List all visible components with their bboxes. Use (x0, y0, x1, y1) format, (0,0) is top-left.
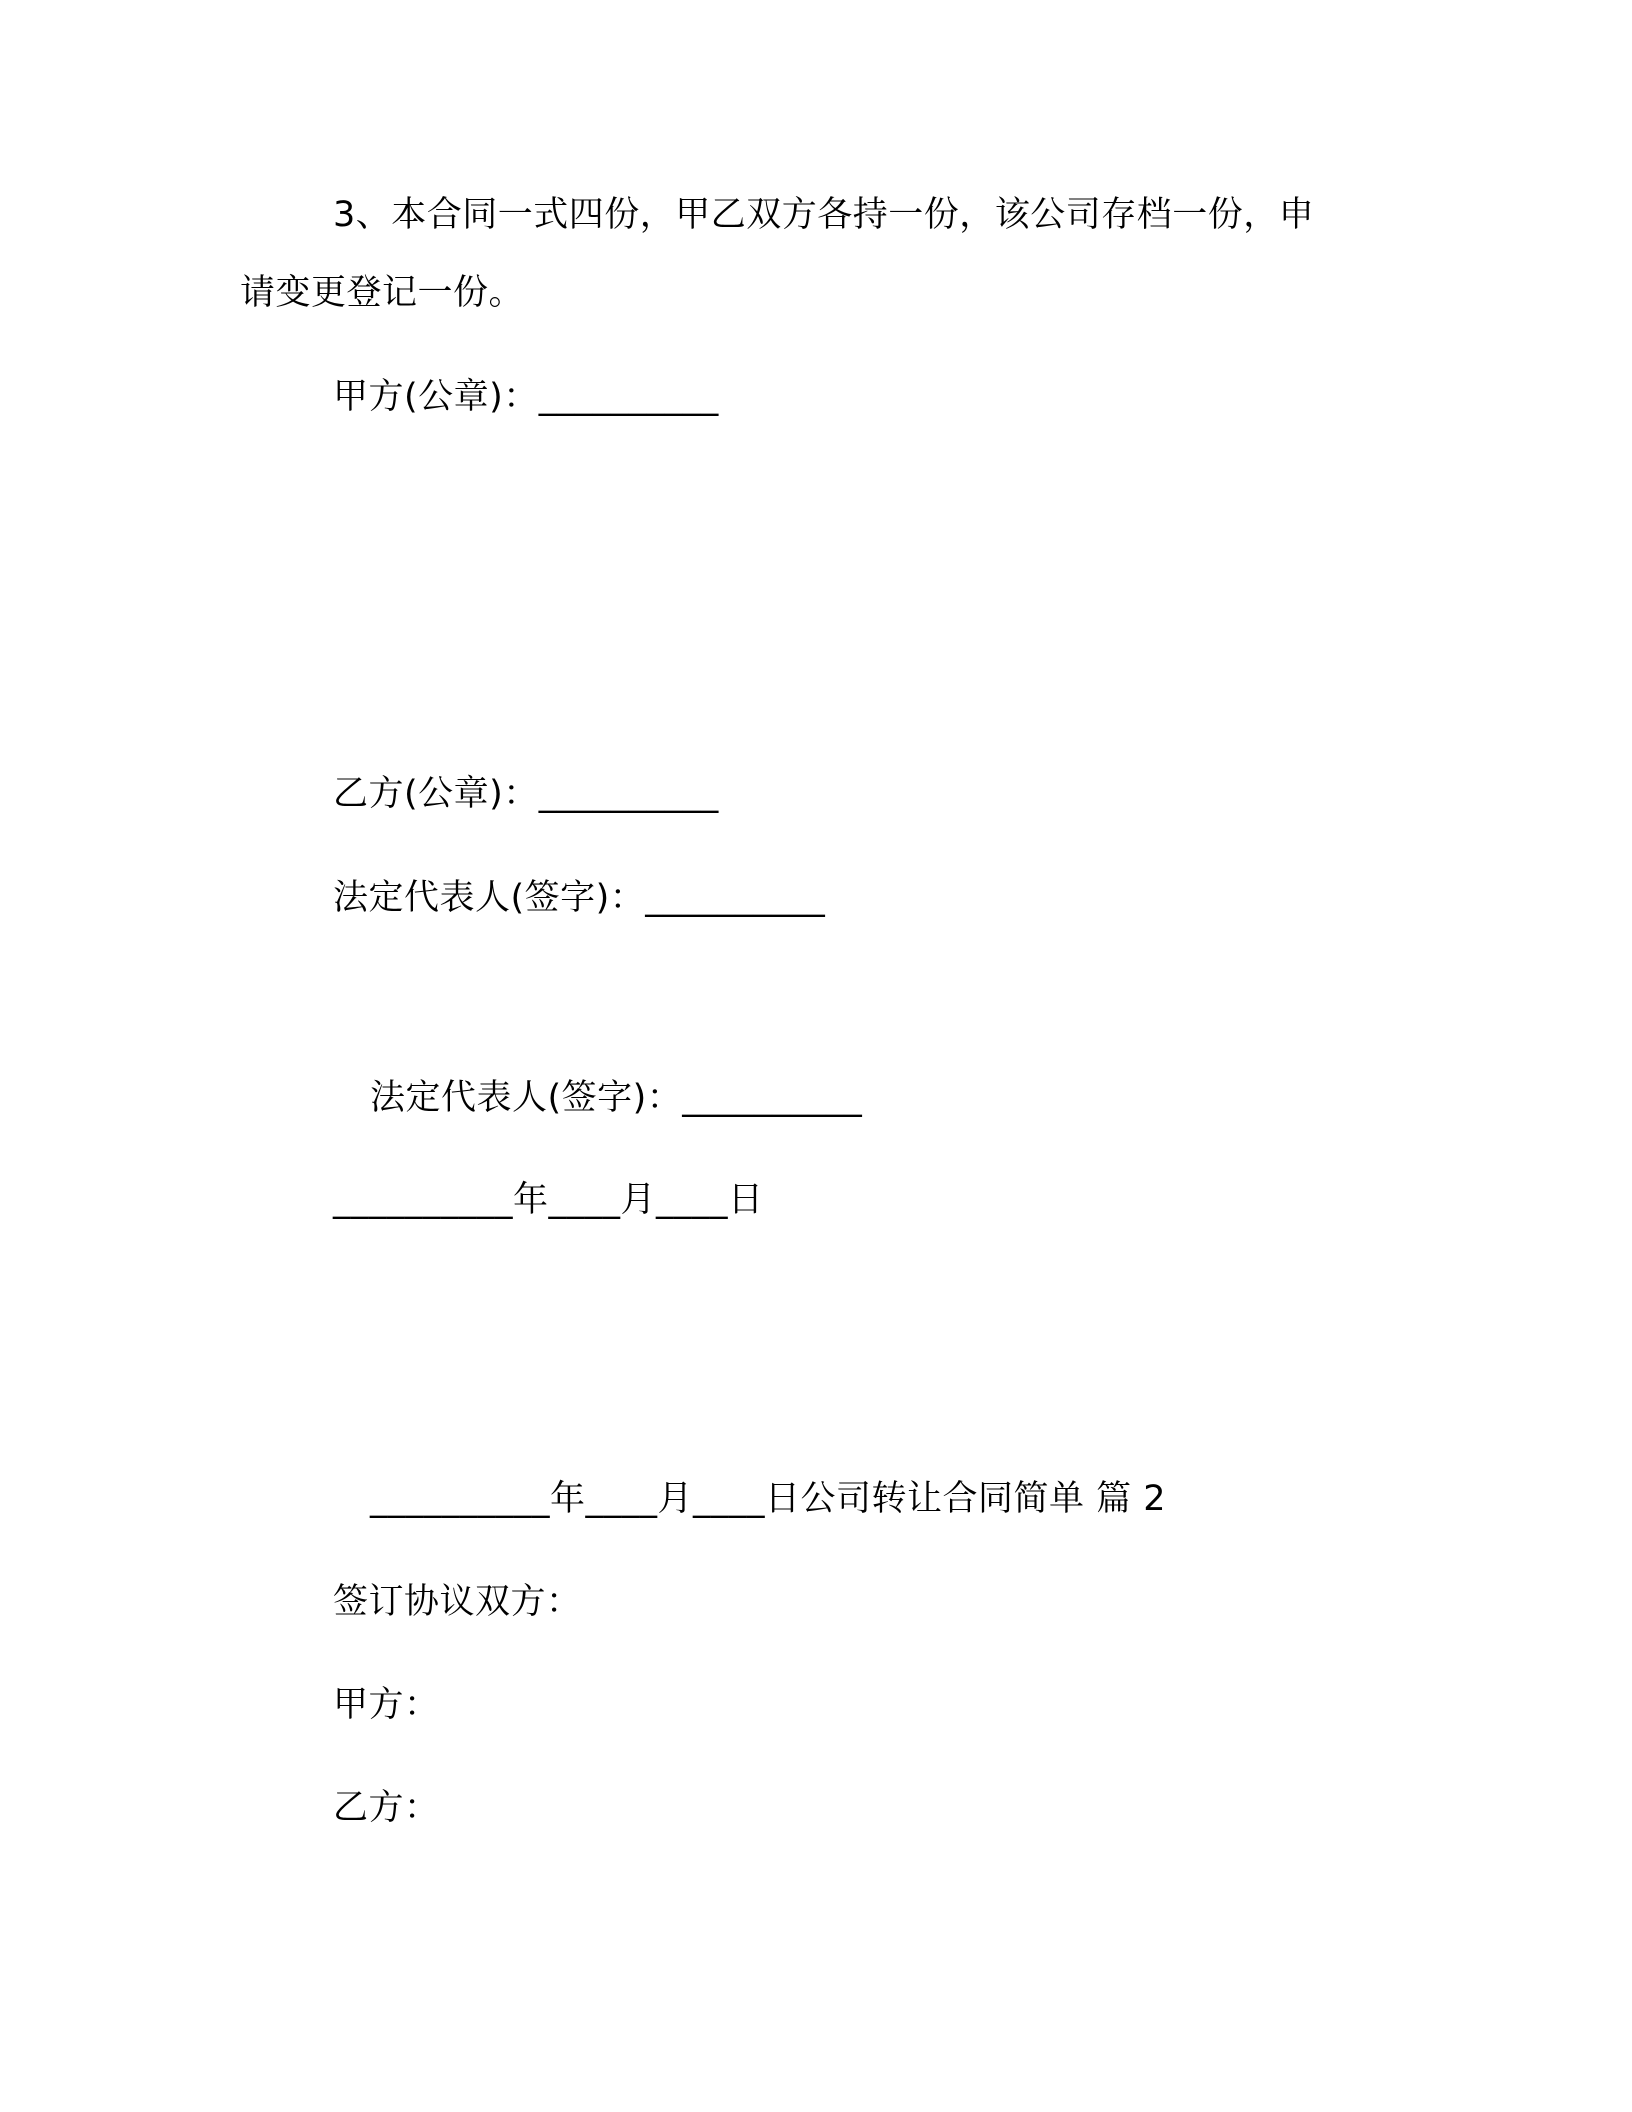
date-line: __________年____月____日 (333, 1180, 764, 1220)
party-b-label: 乙方： (333, 1788, 440, 1828)
signing-parties-label: 签订协议双方： (333, 1582, 582, 1622)
clause-3-line-1: 3、本合同一式四份，甲乙双方各持一份，该公司存档一份，申 (333, 195, 1315, 235)
party-a-seal-line: 甲方(公章)：__________ (333, 377, 719, 417)
legal-rep-signature-line-2: 法定代表人(签字)：__________ (370, 1078, 863, 1118)
legal-rep-signature-line-1: 法定代表人(签字)：__________ (333, 878, 826, 918)
party-a-label: 甲方： (333, 1685, 440, 1725)
clause-3-line-2: 请变更登记一份。 (240, 273, 525, 313)
party-b-seal-line: 乙方(公章)：__________ (333, 774, 719, 814)
section-heading-part-2: __________年____月____日公司转让合同简单 篇 2 (370, 1479, 1167, 1519)
